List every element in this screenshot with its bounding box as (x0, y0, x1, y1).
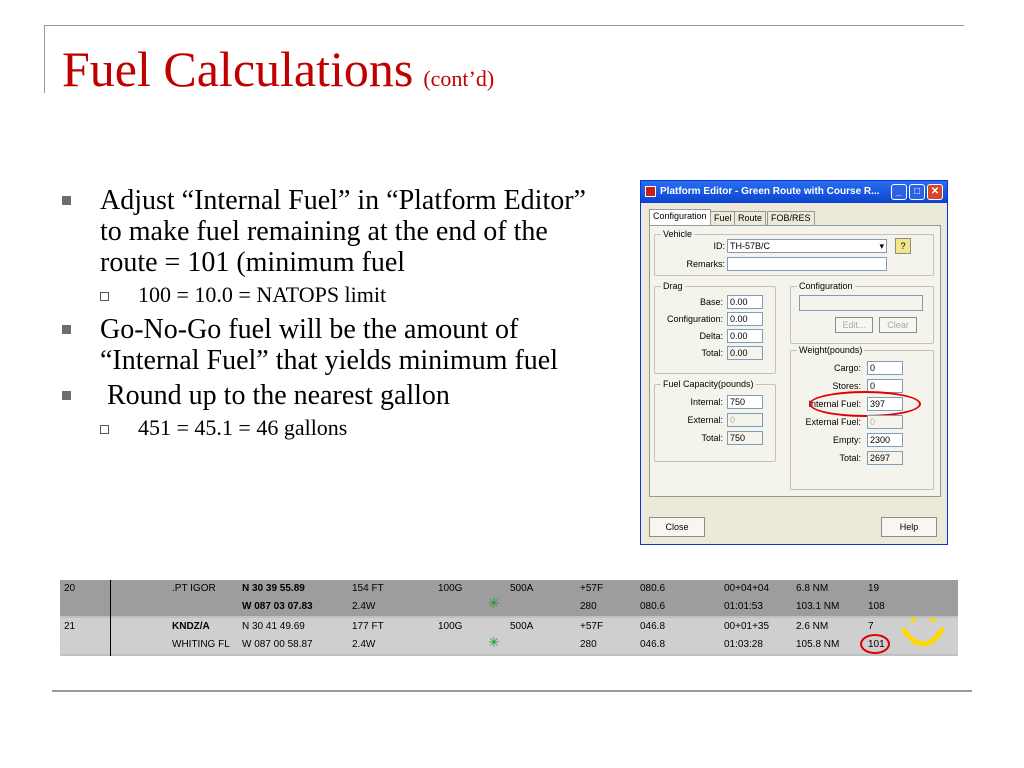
internal-fuel-highlight-oval (809, 391, 921, 417)
drag-total-label: Total: (701, 348, 723, 358)
coord-lat: N 30 39 55.89 (242, 583, 305, 594)
fuel-remaining: 108 (868, 601, 885, 612)
configuration-value-field (799, 295, 923, 311)
bullet-text: Adjust “Internal Fuel” in “Platform Editor” to make fuel remaining at the end of the route = 101 (minimum fuel (100, 185, 586, 278)
question-help-icon: ? (900, 241, 906, 251)
delta-label: Delta: (699, 331, 723, 341)
title-main: Fuel Calculations (62, 41, 414, 97)
square-bullet-icon (62, 391, 71, 400)
internal-fuel-label: Internal Fuel: (808, 399, 861, 409)
app-icon (645, 186, 656, 197)
leg-fuel: 19 (868, 583, 880, 594)
empty-label: Empty: (832, 435, 861, 445)
drag-group (654, 281, 776, 374)
waypoint-name: .PT IGOR (172, 583, 216, 594)
speed-col: 100G (438, 583, 463, 594)
vehicle-help-button[interactable] (895, 238, 911, 254)
course: 046.8 (640, 621, 666, 632)
minimize-button[interactable] (891, 184, 907, 200)
bullet-text: Go-No-Go fuel will be the amount of “Internal Fuel” that yields minimum fuel (100, 314, 558, 376)
course: 080.6 (640, 583, 666, 594)
chevron-down-icon: ▾ (879, 241, 884, 251)
empty-weight-input[interactable]: 2300 (867, 433, 903, 447)
external-fuel-label: External Fuel: (805, 417, 861, 427)
total-distance: 103.1 NM (796, 601, 840, 612)
minimize-icon: _ (896, 186, 902, 197)
sub-bullet-item (62, 282, 602, 308)
sub-bullet-text: 451 = 45.1 = 46 gallons (138, 415, 348, 440)
tab-configuration[interactable]: Configuration (649, 209, 711, 225)
close-button[interactable]: Close (649, 517, 705, 537)
configuration-panel (649, 225, 941, 497)
bullet-item (62, 380, 602, 411)
waypoint-number: 21 (64, 621, 76, 632)
frame-top-rule (44, 25, 964, 26)
bullet-item (62, 185, 602, 278)
close-window-button[interactable] (927, 184, 943, 200)
fuel-remaining-highlight-circle (860, 634, 890, 654)
configuration-group (790, 281, 934, 344)
alt-col: 500A (510, 583, 534, 594)
vehicle-group-label: Vehicle (663, 229, 693, 239)
cargo-label: Cargo: (833, 363, 861, 373)
weight-group-label: Weight(pounds) (799, 345, 863, 355)
altitude: 154 FT (352, 583, 384, 594)
drag-group-label: Drag (663, 281, 683, 291)
variation: 2.4W (352, 601, 376, 612)
maximize-button[interactable] (909, 184, 925, 200)
vehicle-group (654, 229, 934, 276)
waypoint-location: WHITING FL (172, 639, 230, 650)
temperature: +57F (580, 583, 604, 594)
leg-fuel: 7 (868, 621, 874, 632)
speed-col: 100G (438, 621, 463, 632)
bullet-list (62, 185, 602, 447)
square-bullet-icon (62, 325, 71, 334)
coord-lon: W 087 03 07.83 (242, 601, 313, 612)
close-icon: ✕ (930, 186, 940, 197)
route-table (60, 580, 958, 656)
clear-button[interactable]: Clear (879, 317, 917, 333)
drag-total-value: 0.00 (727, 346, 763, 360)
green-star-icon: ✳ (488, 595, 500, 611)
bullet-text: Round up to the nearest gallon (100, 380, 450, 411)
drag-configuration-input[interactable]: 0.00 (727, 312, 763, 326)
alt-col: 500A (510, 621, 534, 632)
dialog-titlebar[interactable] (641, 181, 947, 203)
leg-distance: 6.8 NM (796, 583, 829, 594)
edit-button[interactable]: Edit... (835, 317, 873, 333)
weight-total-value: 2697 (867, 451, 903, 465)
fuel-capacity-group (654, 379, 776, 462)
waypoint-name: KNDZ/A (172, 621, 210, 632)
stores-label: Stores: (832, 381, 861, 391)
external-capacity-label: External: (687, 415, 723, 425)
sub-bullet-item (62, 415, 602, 441)
hollow-square-bullet-icon (100, 425, 109, 434)
frame-bottom-rule (52, 690, 972, 692)
vehicle-id-select[interactable] (727, 239, 887, 253)
id-label: ID: (713, 241, 725, 251)
hollow-square-bullet-icon (100, 292, 109, 301)
stores-input[interactable]: 0 (867, 379, 903, 393)
dialog-title: Platform Editor - Green Route with Course R... (660, 186, 880, 197)
sub-bullet-text: 100 = 10.0 = NATOPS limit (138, 282, 387, 307)
temperature: +57F (580, 621, 604, 632)
leg-time: 00+04+04 (724, 583, 770, 594)
remarks-label: Remarks: (686, 259, 725, 269)
heading: 280 (580, 601, 597, 612)
tab-fob-res[interactable]: FOB/RES (767, 211, 815, 225)
coord-lon: W 087 00 58.87 (242, 639, 313, 650)
waypoint-number: 20 (64, 583, 76, 594)
fuel-remaining: 101 (868, 639, 885, 650)
total-time: 01:01:53 (724, 601, 763, 612)
leg-distance: 2.6 NM (796, 621, 829, 632)
heading: 280 (580, 639, 597, 650)
coord-lat: N 30 41 49.69 (242, 621, 305, 632)
column-separator (110, 580, 111, 656)
variation: 2.4W (352, 639, 376, 650)
slide-title (62, 40, 494, 98)
total-distance: 105.8 NM (796, 639, 840, 650)
external-capacity-input[interactable]: 0 (727, 413, 763, 427)
internal-capacity-input[interactable]: 750 (727, 395, 763, 409)
fuel-capacity-group-label: Fuel Capacity(pounds) (663, 379, 754, 389)
internal-fuel-input[interactable]: 397 (867, 397, 903, 411)
altitude: 177 FT (352, 621, 384, 632)
configuration-drag-label: Configuration: (666, 314, 723, 324)
square-bullet-icon (62, 196, 71, 205)
tab-route[interactable]: Route (734, 211, 766, 225)
remarks-input[interactable] (727, 257, 887, 271)
green-star-icon: ✳ (488, 634, 500, 650)
vehicle-id-value: TH-57B/C (730, 241, 771, 251)
drag-base-input[interactable]: 0.00 (727, 295, 763, 309)
help-button[interactable]: Help (881, 517, 937, 537)
frame-left-rule (44, 25, 45, 93)
cargo-input[interactable]: 0 (867, 361, 903, 375)
configuration-group-label: Configuration (799, 281, 853, 291)
maximize-icon: □ (913, 186, 921, 197)
capacity-total-value: 750 (727, 431, 763, 445)
course: 080.6 (640, 601, 666, 612)
course: 046.8 (640, 639, 666, 650)
tab-fuel[interactable]: Fuel (710, 211, 736, 225)
smiley-face-icon (898, 614, 948, 654)
capacity-total-label: Total: (701, 433, 723, 443)
weight-group (790, 345, 934, 490)
internal-capacity-label: Internal: (690, 397, 723, 407)
title-suffix: (cont’d) (423, 66, 495, 91)
total-time: 01:03:28 (724, 639, 763, 650)
drag-delta-input[interactable]: 0.00 (727, 329, 763, 343)
weight-total-label: Total: (839, 453, 861, 463)
external-fuel-input[interactable]: 0 (867, 415, 903, 429)
platform-editor-dialog (640, 180, 948, 545)
base-label: Base: (699, 297, 723, 307)
bullet-item (62, 314, 602, 376)
leg-time: 00+01+35 (724, 621, 770, 632)
